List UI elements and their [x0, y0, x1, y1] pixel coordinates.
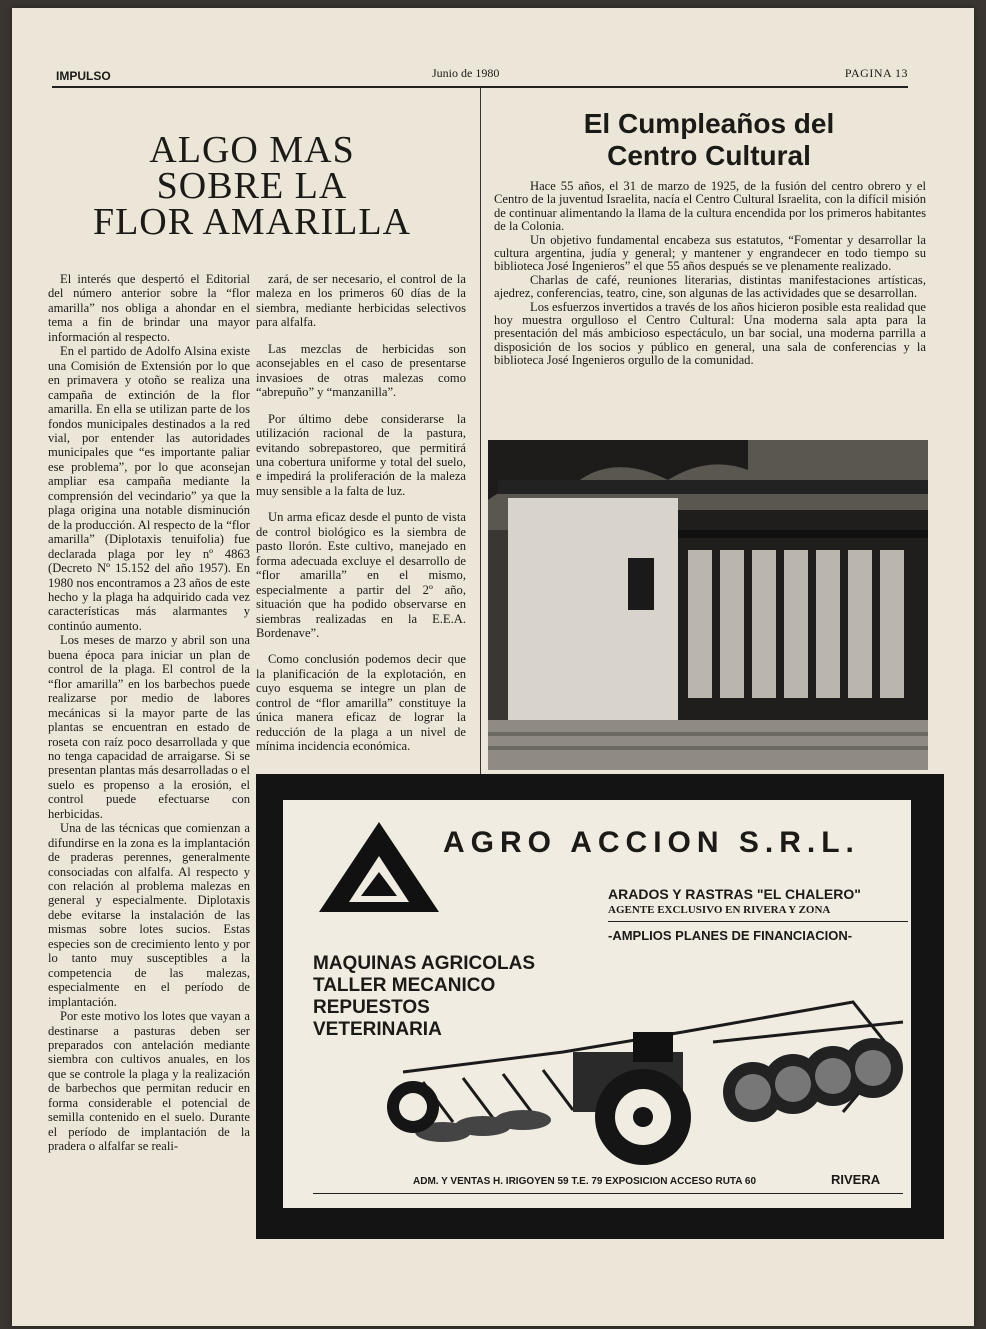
headline-line: SOBRE LA [156, 165, 348, 207]
paragraph: En el partido de Adolfo Alsina existe una Comisión de Extensión por lo que en primavera y otoño se realiza una campaña de extinción de la flor amarilla. En ella se utilizan parte de los fondos municipales destinados a la red vial, por entender las autoridades municipales que “es importante paliar ese problema”, por lo que aconsejan ampliar esa campaña mediante la comprensión del vecindario” ya que la plaga origina una notable disminución de la producción. Al respecto de la “flor amarilla” (Diplotaxis tenuifolia) fue declarada plaga por ley nº 4863 (Decreto Nº 15.152 del año 1957). En 1980 nos encontramos a 23 años de este hecho y la plaga ha adquirido cada vez características más alarmantes y continúo aumento. [48, 344, 250, 633]
page-header [52, 66, 908, 88]
paragraph: Los esfuerzos invertidos a través de los años hicieron posible esta realidad que hoy muestra orgulloso el Centro Cultural: Una moderna sala apta para la presentación del más ambicioso espectáculo, un bar social, una moderna parrilla a disposición de los socios y público en general, una sala de conferencias y la biblioteca José Ingenieros orgullo de la comunidad. [494, 299, 926, 368]
financing-line: -AMPLIOS PLANES DE FINANCIACION- [608, 928, 853, 943]
headline-line: El Cumpleaños del [583, 108, 835, 139]
agency-line: AGENTE EXCLUSIVO EN RIVERA Y ZONA [608, 904, 831, 916]
paragraph: Como conclusión podemos decir que la planificación de la explotación, en cuyo esquema se integre un plan de control de “flor amarilla” constituye la única manera eficaz de lograr la reducción de la plaga a un nivel de mínima incidencia económica. [256, 652, 466, 754]
paragraph: Por este motivo los lotes que vayan a destinarse a pasturas deben ser preparados con antelación mediante siembra con cultivos anuales, en los que se controle la plaga y la realización de barbechos que permitan reducir en forma considerable el potencial de semilla contenido en el suelo. Durante el período de implantación de la pradera o alfalfar se reali- [48, 1009, 250, 1154]
paragraph: Por último debe considerarse la utilización racional de la pastura, evitando sobrepastoreo, que permitirá una cobertura uniforme y total del suelo, e impedirá la proliferación de la maleza muy sensible a la falta de luz. [256, 411, 466, 498]
issue-date: Junio de 1980 [432, 66, 500, 80]
service-item: VETERINARIA [313, 1019, 442, 1040]
advertisement [256, 774, 944, 1239]
product-line: ARADOS Y RASTRAS "EL CHALERO" [608, 886, 861, 902]
headline-line: FLOR AMARILLA [92, 201, 412, 243]
service-item: TALLER MECANICO [313, 975, 496, 996]
article-headline [92, 129, 412, 243]
divider [313, 1193, 903, 1194]
column-divider [480, 88, 481, 778]
paragraph: Un objetivo fundamental encabeza sus estatutos, “Fomentar y desarrollar la cultura argentina, judía y general; y mantener y engrandecer en todo tiempo su biblioteca José Ingenieros” el que 55 años después se ve plenamente realizado. [494, 232, 926, 274]
paragraph: Los meses de marzo y abril son una buena época para iniciar un plan de control de la plaga. El control de la “flor amarilla” en los barbechos puede realizarse por medio de labores mecánicas si la mayor parte de las plantas se encuentran en estado de roseta con raíz poco desarrollada y que no tenga capacidad de arraigarse. Si se presentan plantas más desarrolladas o el suelo es propenso a la erosión, el control puede efectuarse con herbicidas. [48, 633, 250, 821]
service-item: REPUESTOS [313, 997, 430, 1018]
newspaper-page [12, 8, 974, 1326]
article-body [494, 180, 926, 368]
publication-name: IMPULSO [56, 69, 111, 83]
building-photo-image [488, 440, 928, 770]
paragraph: Hace 55 años, el 31 de marzo de 1925, de la fusión del centro obrero y el Centro de la juventud Israelita, nacía el Centro Cultural Israelita, con la difícil misión de continuar alimentando la llama de la cultura encendida por los primeros habitantes de la Colonia. [494, 179, 926, 234]
article-headline [494, 108, 924, 172]
paragraph: Un arma eficaz desde el punto de vista de control biológico es la siembra de pasto llorón. Este cultivo, manejado en forma adecuada excluye el desarrollo de “flor amarilla” en el mismo, especialmente a partir del 2º año, situación que ha podido observarse en siembras realizadas en la E.E.A. Bordenave”. [256, 510, 466, 640]
paragraph: Charlas de café, reuniones literarias, distintas manifestaciones artísticas, ajedrez, conferencias, teatro, cine, son algunas de las actividades que se desarrollan. [494, 272, 926, 301]
paragraph: El interés que despertó el Editorial del número anterior sobre la “flor amarilla” nos obliga a ahondar en el tema a fin de brindar una mayor información al respecto. [48, 272, 250, 344]
paragraph: Las mezclas de herbicidas son aconsejables en el caso de presentarse invasioes de otras malezas como “abrepuño” y “manzanilla”. [256, 341, 466, 400]
service-item: MAQUINAS AGRICOLAS [313, 953, 536, 974]
paragraph: Una de las técnicas que comienzan a difundirse en la zona es la implantación de praderas perennes, generalmente consociadas con alfalfa. Al respecto y con relación al problema malezas en general y especialmente. Diplotaxis debe evitarse la instalación de las mismas sobre lotes sucios. Estas especies son de crecimiento lento y por lo tanto muy susceptibles a la competencia de las malezas, especialmente en el período de implantación. [48, 821, 250, 1009]
headline-line: ALGO MAS [149, 129, 355, 171]
address-line: ADM. Y VENTAS H. IRIGOYEN 59 T.E. 79 EXPOSICION ACCESO RUTA 60 [413, 1176, 757, 1187]
page-number: PAGINA 13 [844, 66, 908, 80]
article-column-1 [48, 272, 250, 1154]
divider [608, 921, 908, 922]
building-photo [488, 440, 928, 770]
headline-line: Centro Cultural [607, 140, 811, 171]
article-column-2 [256, 272, 466, 766]
company-logo-icon [319, 822, 439, 914]
paragraph: zará, de ser necesario, el control de la maleza en los primeros 60 días de la siembra, mediante herbicidas selectivos para alfalfa. [256, 272, 466, 330]
tractor-illustration [383, 992, 911, 1170]
town-name: RIVERA [831, 1172, 881, 1187]
company-name: AGRO ACCION S.R.L. [443, 826, 860, 859]
advertisement-panel [283, 800, 911, 1208]
